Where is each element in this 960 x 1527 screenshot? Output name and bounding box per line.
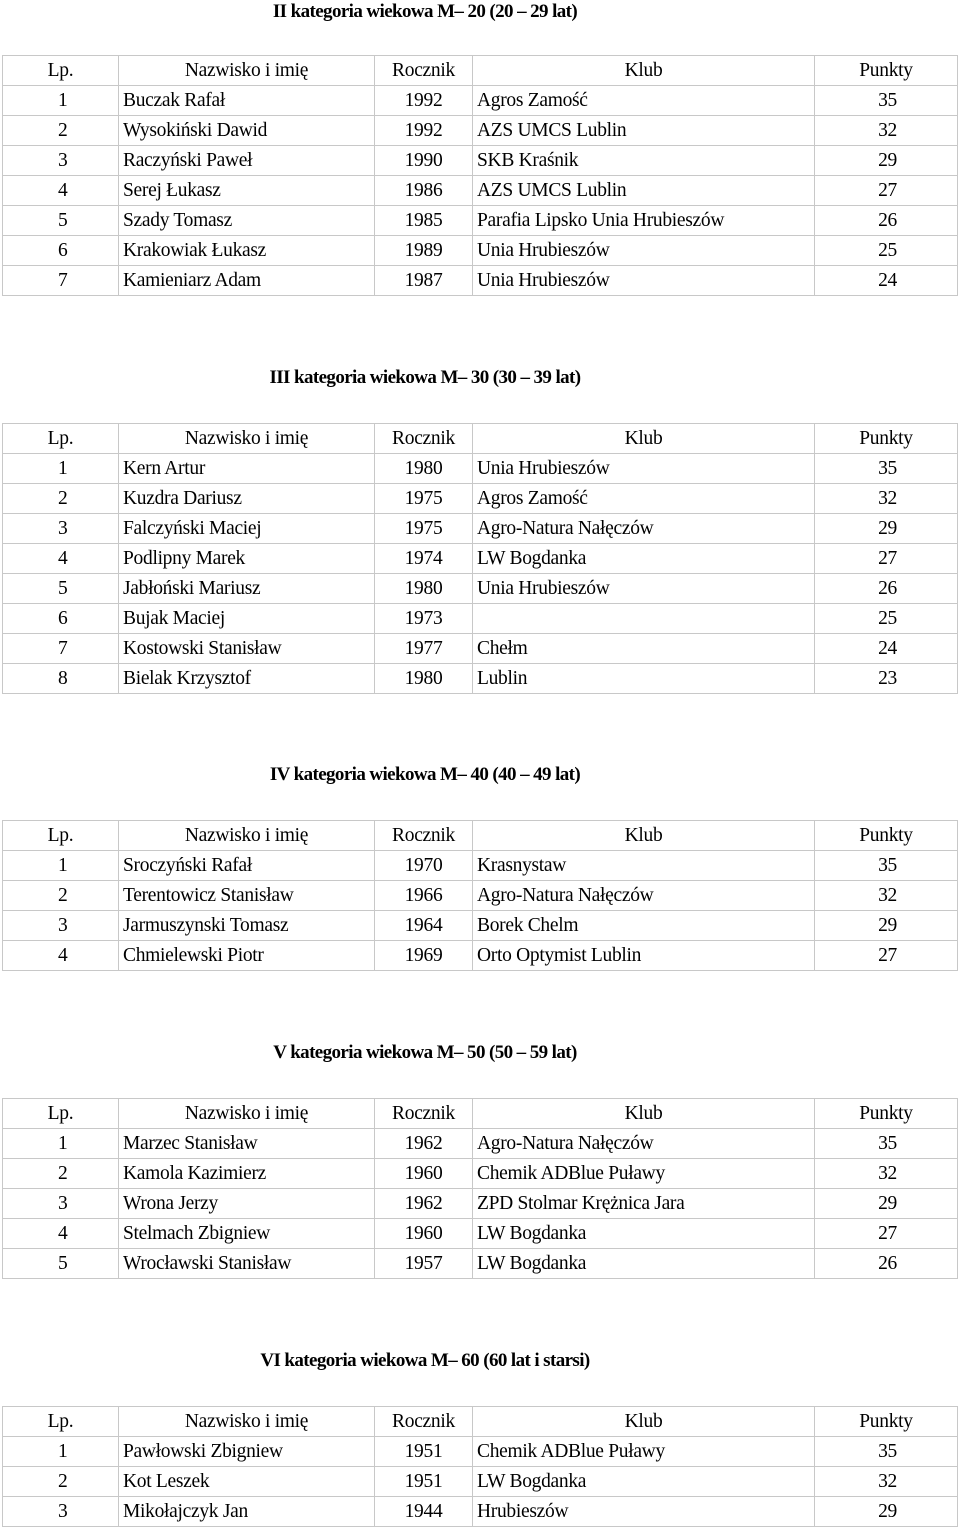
cell-year: 1962: [375, 1129, 473, 1159]
cell-name: Terentowicz Stanisław: [119, 881, 375, 911]
cell-year: 1944: [375, 1497, 473, 1527]
column-header-points: Punkty: [815, 424, 958, 454]
column-header-year: Rocznik: [375, 1407, 473, 1437]
cell-points: 29: [815, 514, 958, 544]
cell-club: Agros Zamość: [473, 484, 815, 514]
cell-year: 1992: [375, 116, 473, 146]
column-header-points: Punkty: [815, 1099, 958, 1129]
table-row: [3, 1129, 958, 1159]
table-row: [3, 116, 958, 146]
cell-name: Kuzdra Dariusz: [119, 484, 375, 514]
cell-points: 27: [815, 544, 958, 574]
category-title: III kategoria wiekowa M– 30 (30 – 39 lat): [269, 367, 581, 388]
cell-name: Raczyński Paweł: [119, 146, 375, 176]
table-row: [3, 574, 958, 604]
column-header-points: Punkty: [815, 56, 958, 86]
cell-name: Szady Tomasz: [119, 206, 375, 236]
cell-year: 1992: [375, 86, 473, 116]
cell-club: Agro-Natura Nałęczów: [473, 881, 815, 911]
cell-year: 1970: [375, 851, 473, 881]
cell-lp: 5: [3, 1249, 119, 1279]
results-table: [2, 1098, 958, 1279]
cell-lp: 4: [3, 941, 119, 971]
cell-points: 27: [815, 176, 958, 206]
cell-name: Buczak Rafał: [119, 86, 375, 116]
cell-club: Chemik ADBlue Puławy: [473, 1437, 815, 1467]
table-row: [3, 146, 958, 176]
column-header-name: Nazwisko i imię: [119, 56, 375, 86]
table-row: [3, 484, 958, 514]
table-row: [3, 1497, 958, 1527]
cell-points: 24: [815, 634, 958, 664]
cell-club: Orto Optymist Lublin: [473, 941, 815, 971]
cell-name: Falczyński Maciej: [119, 514, 375, 544]
cell-lp: 3: [3, 1497, 119, 1527]
cell-club: Chemik ADBlue Puławy: [473, 1159, 815, 1189]
cell-club: Chełm: [473, 634, 815, 664]
cell-points: 35: [815, 86, 958, 116]
cell-club: LW Bogdanka: [473, 544, 815, 574]
column-header-name: Nazwisko i imię: [119, 424, 375, 454]
cell-year: 1974: [375, 544, 473, 574]
cell-points: 29: [815, 911, 958, 941]
cell-lp: 6: [3, 236, 119, 266]
cell-club: Agro-Natura Nałęczów: [473, 1129, 815, 1159]
cell-year: 1973: [375, 604, 473, 634]
cell-lp: 3: [3, 911, 119, 941]
table-header-row: [3, 1099, 958, 1129]
cell-name: Mikołajczyk Jan: [119, 1497, 375, 1527]
table-row: [3, 1467, 958, 1497]
cell-lp: 1: [3, 86, 119, 116]
cell-points: 35: [815, 1129, 958, 1159]
cell-club: Unia Hrubieszów: [473, 266, 815, 296]
category-title: VI kategoria wiekowa M– 60 (60 lat i starsi): [260, 1350, 590, 1371]
table-row: [3, 911, 958, 941]
cell-points: 32: [815, 1159, 958, 1189]
cell-lp: 7: [3, 634, 119, 664]
cell-name: Podlipny Marek: [119, 544, 375, 574]
table-header-row: [3, 1407, 958, 1437]
column-header-year: Rocznik: [375, 56, 473, 86]
table-header-row: [3, 56, 958, 86]
column-header-lp: Lp.: [3, 1099, 119, 1129]
cell-lp: 3: [3, 146, 119, 176]
cell-points: 26: [815, 1249, 958, 1279]
table-row: [3, 266, 958, 296]
cell-club: [473, 604, 815, 634]
cell-year: 1987: [375, 266, 473, 296]
cell-lp: 5: [3, 574, 119, 604]
cell-year: 1990: [375, 146, 473, 176]
cell-club: Krasnystaw: [473, 851, 815, 881]
cell-lp: 8: [3, 664, 119, 694]
cell-club: LW Bogdanka: [473, 1219, 815, 1249]
cell-club: SKB Kraśnik: [473, 146, 815, 176]
table-row: [3, 1437, 958, 1467]
category-title: II kategoria wiekowa M– 20 (20 – 29 lat): [272, 1, 578, 22]
column-header-name: Nazwisko i imię: [119, 821, 375, 851]
cell-name: Bujak Maciej: [119, 604, 375, 634]
cell-year: 1989: [375, 236, 473, 266]
cell-name: Chmielewski Piotr: [119, 941, 375, 971]
table-row: [3, 1249, 958, 1279]
table-row: [3, 544, 958, 574]
cell-club: LW Bogdanka: [473, 1249, 815, 1279]
cell-club: Unia Hrubieszów: [473, 454, 815, 484]
cell-name: Kostowski Stanisław: [119, 634, 375, 664]
cell-points: 35: [815, 851, 958, 881]
cell-name: Wrona Jerzy: [119, 1189, 375, 1219]
cell-lp: 5: [3, 206, 119, 236]
cell-lp: 2: [3, 881, 119, 911]
cell-name: Sroczyński Rafał: [119, 851, 375, 881]
cell-year: 1980: [375, 454, 473, 484]
cell-year: 1980: [375, 664, 473, 694]
cell-points: 35: [815, 1437, 958, 1467]
cell-lp: 3: [3, 514, 119, 544]
table-row: [3, 1219, 958, 1249]
cell-points: 32: [815, 881, 958, 911]
table-row: [3, 86, 958, 116]
cell-lp: 2: [3, 116, 119, 146]
table-row: [3, 941, 958, 971]
table-row: [3, 664, 958, 694]
cell-name: Kamieniarz Adam: [119, 266, 375, 296]
cell-club: LW Bogdanka: [473, 1467, 815, 1497]
cell-name: Kern Artur: [119, 454, 375, 484]
table-row: [3, 634, 958, 664]
table-row: [3, 176, 958, 206]
cell-year: 1969: [375, 941, 473, 971]
cell-year: 1951: [375, 1467, 473, 1497]
cell-year: 1960: [375, 1159, 473, 1189]
cell-name: Jabłoński Mariusz: [119, 574, 375, 604]
cell-club: Agros Zamość: [473, 86, 815, 116]
cell-name: Wrocławski Stanisław: [119, 1249, 375, 1279]
cell-lp: 4: [3, 176, 119, 206]
cell-club: Hrubieszów: [473, 1497, 815, 1527]
cell-points: 32: [815, 484, 958, 514]
results-table: [2, 423, 958, 694]
cell-year: 1962: [375, 1189, 473, 1219]
cell-lp: 4: [3, 1219, 119, 1249]
table-row: [3, 1189, 958, 1219]
cell-points: 26: [815, 206, 958, 236]
cell-name: Serej Łukasz: [119, 176, 375, 206]
column-header-year: Rocznik: [375, 1099, 473, 1129]
category-title: V kategoria wiekowa M– 50 (50 – 59 lat): [273, 1042, 577, 1063]
cell-points: 29: [815, 146, 958, 176]
cell-points: 24: [815, 266, 958, 296]
column-header-club: Klub: [473, 1407, 815, 1437]
cell-lp: 1: [3, 454, 119, 484]
results-table: [2, 820, 958, 971]
cell-points: 26: [815, 574, 958, 604]
column-header-club: Klub: [473, 424, 815, 454]
cell-club: Unia Hrubieszów: [473, 236, 815, 266]
table-row: [3, 206, 958, 236]
column-header-club: Klub: [473, 1099, 815, 1129]
cell-points: 29: [815, 1189, 958, 1219]
cell-name: Kamola Kazimierz: [119, 1159, 375, 1189]
table-row: [3, 851, 958, 881]
column-header-club: Klub: [473, 821, 815, 851]
cell-lp: 3: [3, 1189, 119, 1219]
cell-club: Agro-Natura Nałęczów: [473, 514, 815, 544]
cell-points: 25: [815, 604, 958, 634]
cell-points: 35: [815, 454, 958, 484]
table-row: [3, 236, 958, 266]
cell-points: 32: [815, 1467, 958, 1497]
cell-club: Parafia Lipsko Unia Hrubieszów: [473, 206, 815, 236]
column-header-lp: Lp.: [3, 821, 119, 851]
cell-lp: 1: [3, 851, 119, 881]
column-header-name: Nazwisko i imię: [119, 1099, 375, 1129]
column-header-year: Rocznik: [375, 424, 473, 454]
table-header-row: [3, 821, 958, 851]
cell-name: Bielak Krzysztof: [119, 664, 375, 694]
column-header-club: Klub: [473, 56, 815, 86]
cell-name: Krakowiak Łukasz: [119, 236, 375, 266]
cell-year: 1960: [375, 1219, 473, 1249]
cell-year: 1986: [375, 176, 473, 206]
column-header-name: Nazwisko i imię: [119, 1407, 375, 1437]
column-header-lp: Lp.: [3, 56, 119, 86]
table-header-row: [3, 424, 958, 454]
cell-name: Kot Leszek: [119, 1467, 375, 1497]
cell-points: 27: [815, 941, 958, 971]
cell-name: Stelmach Zbigniew: [119, 1219, 375, 1249]
cell-name: Marzec Stanisław: [119, 1129, 375, 1159]
column-header-points: Punkty: [815, 821, 958, 851]
cell-points: 23: [815, 664, 958, 694]
cell-lp: 6: [3, 604, 119, 634]
cell-year: 1977: [375, 634, 473, 664]
column-header-lp: Lp.: [3, 424, 119, 454]
results-table: [2, 1406, 958, 1527]
cell-year: 1957: [375, 1249, 473, 1279]
table-row: [3, 514, 958, 544]
column-header-lp: Lp.: [3, 1407, 119, 1437]
cell-lp: 4: [3, 544, 119, 574]
results-table: [2, 55, 958, 296]
cell-year: 1975: [375, 484, 473, 514]
cell-club: AZS UMCS Lublin: [473, 176, 815, 206]
cell-year: 1975: [375, 514, 473, 544]
cell-lp: 7: [3, 266, 119, 296]
cell-lp: 1: [3, 1129, 119, 1159]
table-row: [3, 454, 958, 484]
cell-year: 1980: [375, 574, 473, 604]
cell-lp: 2: [3, 484, 119, 514]
cell-lp: 1: [3, 1437, 119, 1467]
category-title: IV kategoria wiekowa M– 40 (40 – 49 lat): [269, 764, 581, 785]
cell-lp: 2: [3, 1467, 119, 1497]
table-row: [3, 604, 958, 634]
table-row: [3, 1159, 958, 1189]
cell-year: 1985: [375, 206, 473, 236]
cell-lp: 2: [3, 1159, 119, 1189]
cell-name: Wysokiński Dawid: [119, 116, 375, 146]
cell-year: 1966: [375, 881, 473, 911]
cell-points: 29: [815, 1497, 958, 1527]
cell-club: Borek Chelm: [473, 911, 815, 941]
cell-name: Jarmuszynski Tomasz: [119, 911, 375, 941]
cell-club: ZPD Stolmar Krężnica Jara: [473, 1189, 815, 1219]
cell-year: 1951: [375, 1437, 473, 1467]
cell-year: 1964: [375, 911, 473, 941]
cell-club: Unia Hrubieszów: [473, 574, 815, 604]
cell-club: AZS UMCS Lublin: [473, 116, 815, 146]
table-row: [3, 881, 958, 911]
cell-points: 27: [815, 1219, 958, 1249]
cell-club: Lublin: [473, 664, 815, 694]
cell-name: Pawłowski Zbigniew: [119, 1437, 375, 1467]
column-header-points: Punkty: [815, 1407, 958, 1437]
cell-points: 25: [815, 236, 958, 266]
column-header-year: Rocznik: [375, 821, 473, 851]
cell-points: 32: [815, 116, 958, 146]
